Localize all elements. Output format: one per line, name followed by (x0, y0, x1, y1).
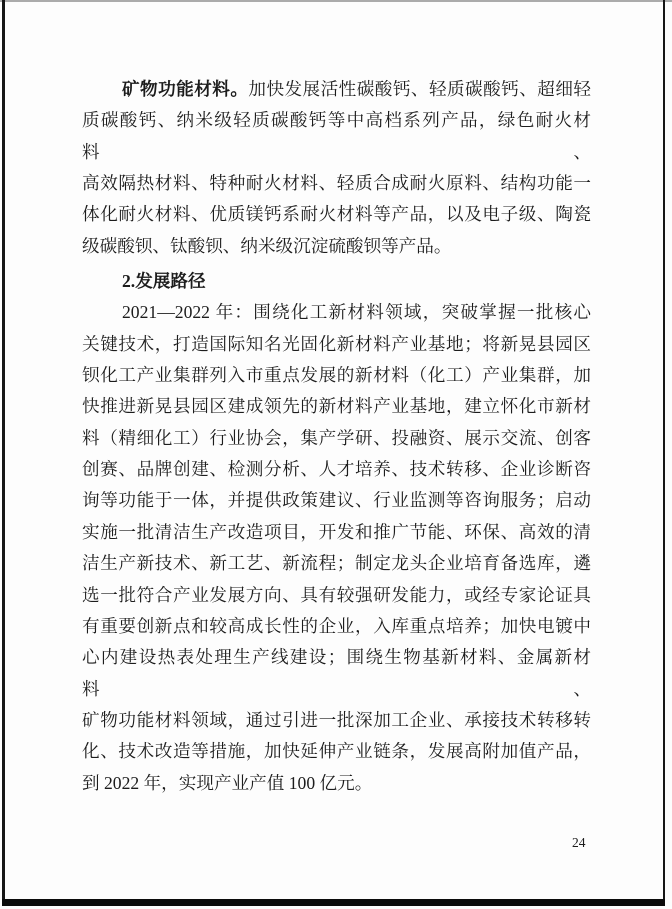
page-border-right (663, 0, 665, 904)
text-line (82, 74, 591, 105)
text-line: 钡化工产业集群列入市重点发展的新材料（化工）产业集群，加 (82, 365, 591, 386)
text-line: 质碳酸钙、纳米级轻质碳酸钙等中高档系列产品，绿色耐火材料、 (82, 110, 591, 162)
text-line: 选一批符合产业发展方向、具有较强研发能力，或经专家论证具 (82, 584, 591, 605)
paragraph-mineral-functional-materials (82, 74, 591, 262)
text-line: 矿物功能材料领域，通过引进一批深加工企业、承接技术转移转 (82, 709, 591, 730)
page-border-top (0, 0, 672, 2)
text-line: 2021—2022 年：围绕化工新材料领域，突破掌握一批核心 (122, 302, 591, 323)
text-line: 关键技术，打造国际知名光固化新材料产业基地；将新晃县园区 (82, 333, 591, 354)
page-border-bottom (2, 899, 665, 906)
document-content (82, 74, 591, 799)
text-line: 料（精细化工）行业协会，集产学研、投融资、展示交流、创客 (82, 427, 591, 448)
text-line: 化、技术改造等措施，加快延伸产业链条，发展高附加值产品， (82, 741, 591, 762)
section-heading-development-path: 2.发展路径 (122, 271, 206, 292)
page-number: 24 (572, 835, 586, 850)
paragraph-lead-rest: 加快发展活性碳酸钙、轻质碳酸钙、超细轻 (248, 79, 591, 99)
text-line: 快推进新晃县园区建成领先的新材料产业基地，建立怀化市新材 (82, 396, 591, 417)
text-line: 询等功能于一体，并提供政策建议、行业监测等咨询服务；启动 (82, 490, 591, 511)
text-line: 级碳酸钡、钛酸钡、纳米级沉淀硫酸钡等产品。 (82, 235, 452, 256)
text-line: 心内建设热表处理生产线建设；围绕生物基新材料、金属新材料、 (82, 647, 591, 699)
text-line: 高效隔热材料、特种耐火材料、轻质合成耐火原料、结构功能一 (82, 173, 591, 194)
text-line: 体化耐火材料、优质镁钙系耐火材料等产品，以及电子级、陶瓷 (82, 204, 591, 225)
text-line: 创赛、品牌创建、检测分析、人才培养、技术转移、企业诊断咨 (82, 459, 591, 480)
paragraph-development-path-2021-2022 (82, 297, 591, 799)
text-line: 有重要创新点和较高成长性的企业，入库重点培养；加快电镀中 (82, 615, 591, 636)
paragraph-lead-bold: 矿物功能材料。 (122, 79, 249, 99)
page-border-left (2, 0, 5, 904)
text-line: 洁生产新技术、新工艺、新流程；制定龙头企业培育备选库，遴 (82, 553, 591, 574)
text-line: 到 2022 年，实现产业产值 100 亿元。 (82, 772, 373, 793)
text-line: 实施一批清洁生产改造项目，开发和推广节能、环保、高效的清 (82, 521, 591, 542)
